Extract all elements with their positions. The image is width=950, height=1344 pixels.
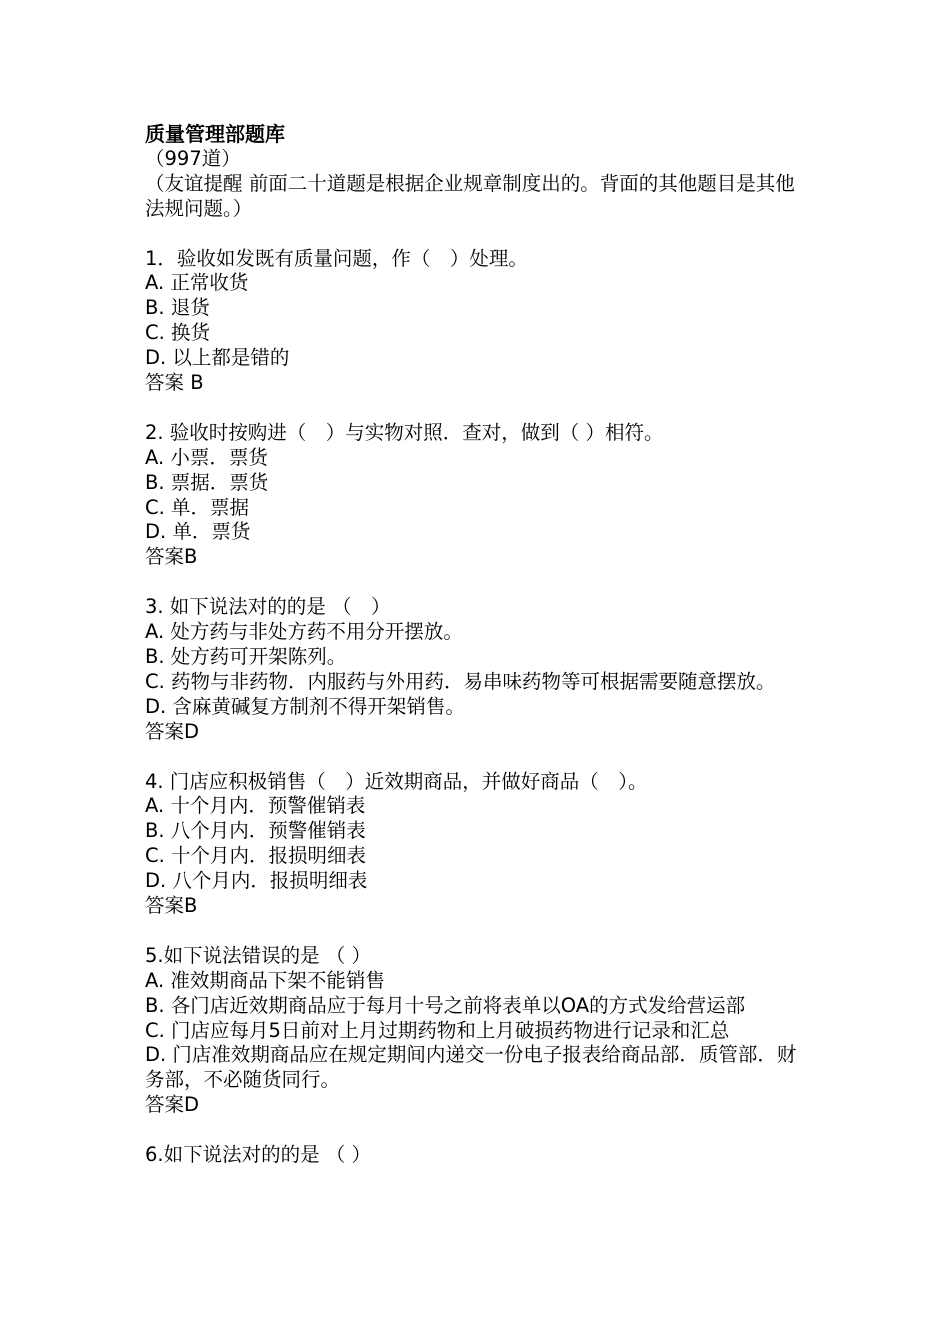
document-title: 质量管理部题库 — [145, 122, 285, 146]
spacer — [145, 222, 810, 247]
spacer — [145, 396, 810, 421]
option-b: B. 八个月内．预警催销表 — [145, 819, 366, 843]
answer: 答案D — [145, 1093, 200, 1117]
document-page — [145, 122, 810, 1168]
question-stem: 1．验收如发既有质量问题，作（ ）处理。 — [145, 246, 528, 270]
option-a: A. 处方药与非处方药不用分开摆放。 — [145, 620, 463, 644]
option-b: B. 票据．票货 — [145, 470, 269, 494]
spacer — [145, 919, 810, 944]
document-note: （友谊提醒 前面二十道题是根据企业规章制度出的。背面的其他题目是其他法规问题。） — [145, 171, 795, 220]
option-d: D. 单．票货 — [145, 520, 251, 544]
answer: 答案B — [145, 545, 198, 569]
question-5 — [145, 944, 810, 1118]
question-stem: 5.如下说法错误的是 （ ） — [145, 943, 372, 967]
option-b: B. 处方药可开架陈列。 — [145, 644, 347, 668]
option-d: D. 以上都是错的 — [145, 346, 290, 370]
option-c: C. 药物与非药物．内服药与外用药．易串味药物等可根据需要随意摆放。 — [145, 669, 776, 693]
answer: 答案D — [145, 719, 200, 743]
question-stem: 4. 门店应积极销售（ ）近效期商品，并做好商品（ ）。 — [145, 769, 648, 793]
question-2 — [145, 421, 810, 570]
option-c: C. 门店应每月5日前对上月过期药物和上月破损药物进行记录和汇总 — [145, 1018, 730, 1042]
answer: 答案B — [145, 894, 198, 918]
option-c: C. 十个月内．报损明细表 — [145, 844, 367, 868]
option-d: D. 门店准效期商品应在规定期间内递交一份电子报表给商品部．质管部．财务部，不必随货同行。 — [145, 1043, 797, 1092]
answer: 答案 B — [145, 371, 204, 395]
question-stem: 2. 验收时按购进（ ）与实物对照．查对，做到（ ）相符。 — [145, 420, 664, 444]
option-a: A. 正常收货 — [145, 271, 249, 295]
option-c: C. 换货 — [145, 321, 211, 345]
question-stem: 3. 如下说法对的的是 （ ） — [145, 595, 391, 619]
option-b: B. 退货 — [145, 296, 210, 320]
question-1 — [145, 247, 810, 396]
spacer — [145, 745, 810, 770]
question-4 — [145, 770, 810, 919]
option-a: A. 准效期商品下架不能销售 — [145, 968, 385, 992]
option-d: D. 八个月内．报损明细表 — [145, 869, 368, 893]
spacer — [145, 1118, 810, 1143]
option-d: D. 含麻黄碱复方制剂不得开架销售。 — [145, 694, 465, 718]
option-c: C. 单．票据 — [145, 495, 250, 519]
option-a: A. 十个月内．预警催销表 — [145, 794, 366, 818]
question-stem: 6.如下说法对的的是 （ ） — [145, 1143, 372, 1167]
question-6 — [145, 1143, 810, 1168]
option-a: A. 小票．票货 — [145, 445, 268, 469]
option-b: B. 各门店近效期商品应于每月十号之前将表单以OA的方式发给营运部 — [145, 993, 746, 1017]
question-3 — [145, 595, 810, 744]
spacer — [145, 570, 810, 595]
question-count: （997道） — [145, 146, 241, 170]
